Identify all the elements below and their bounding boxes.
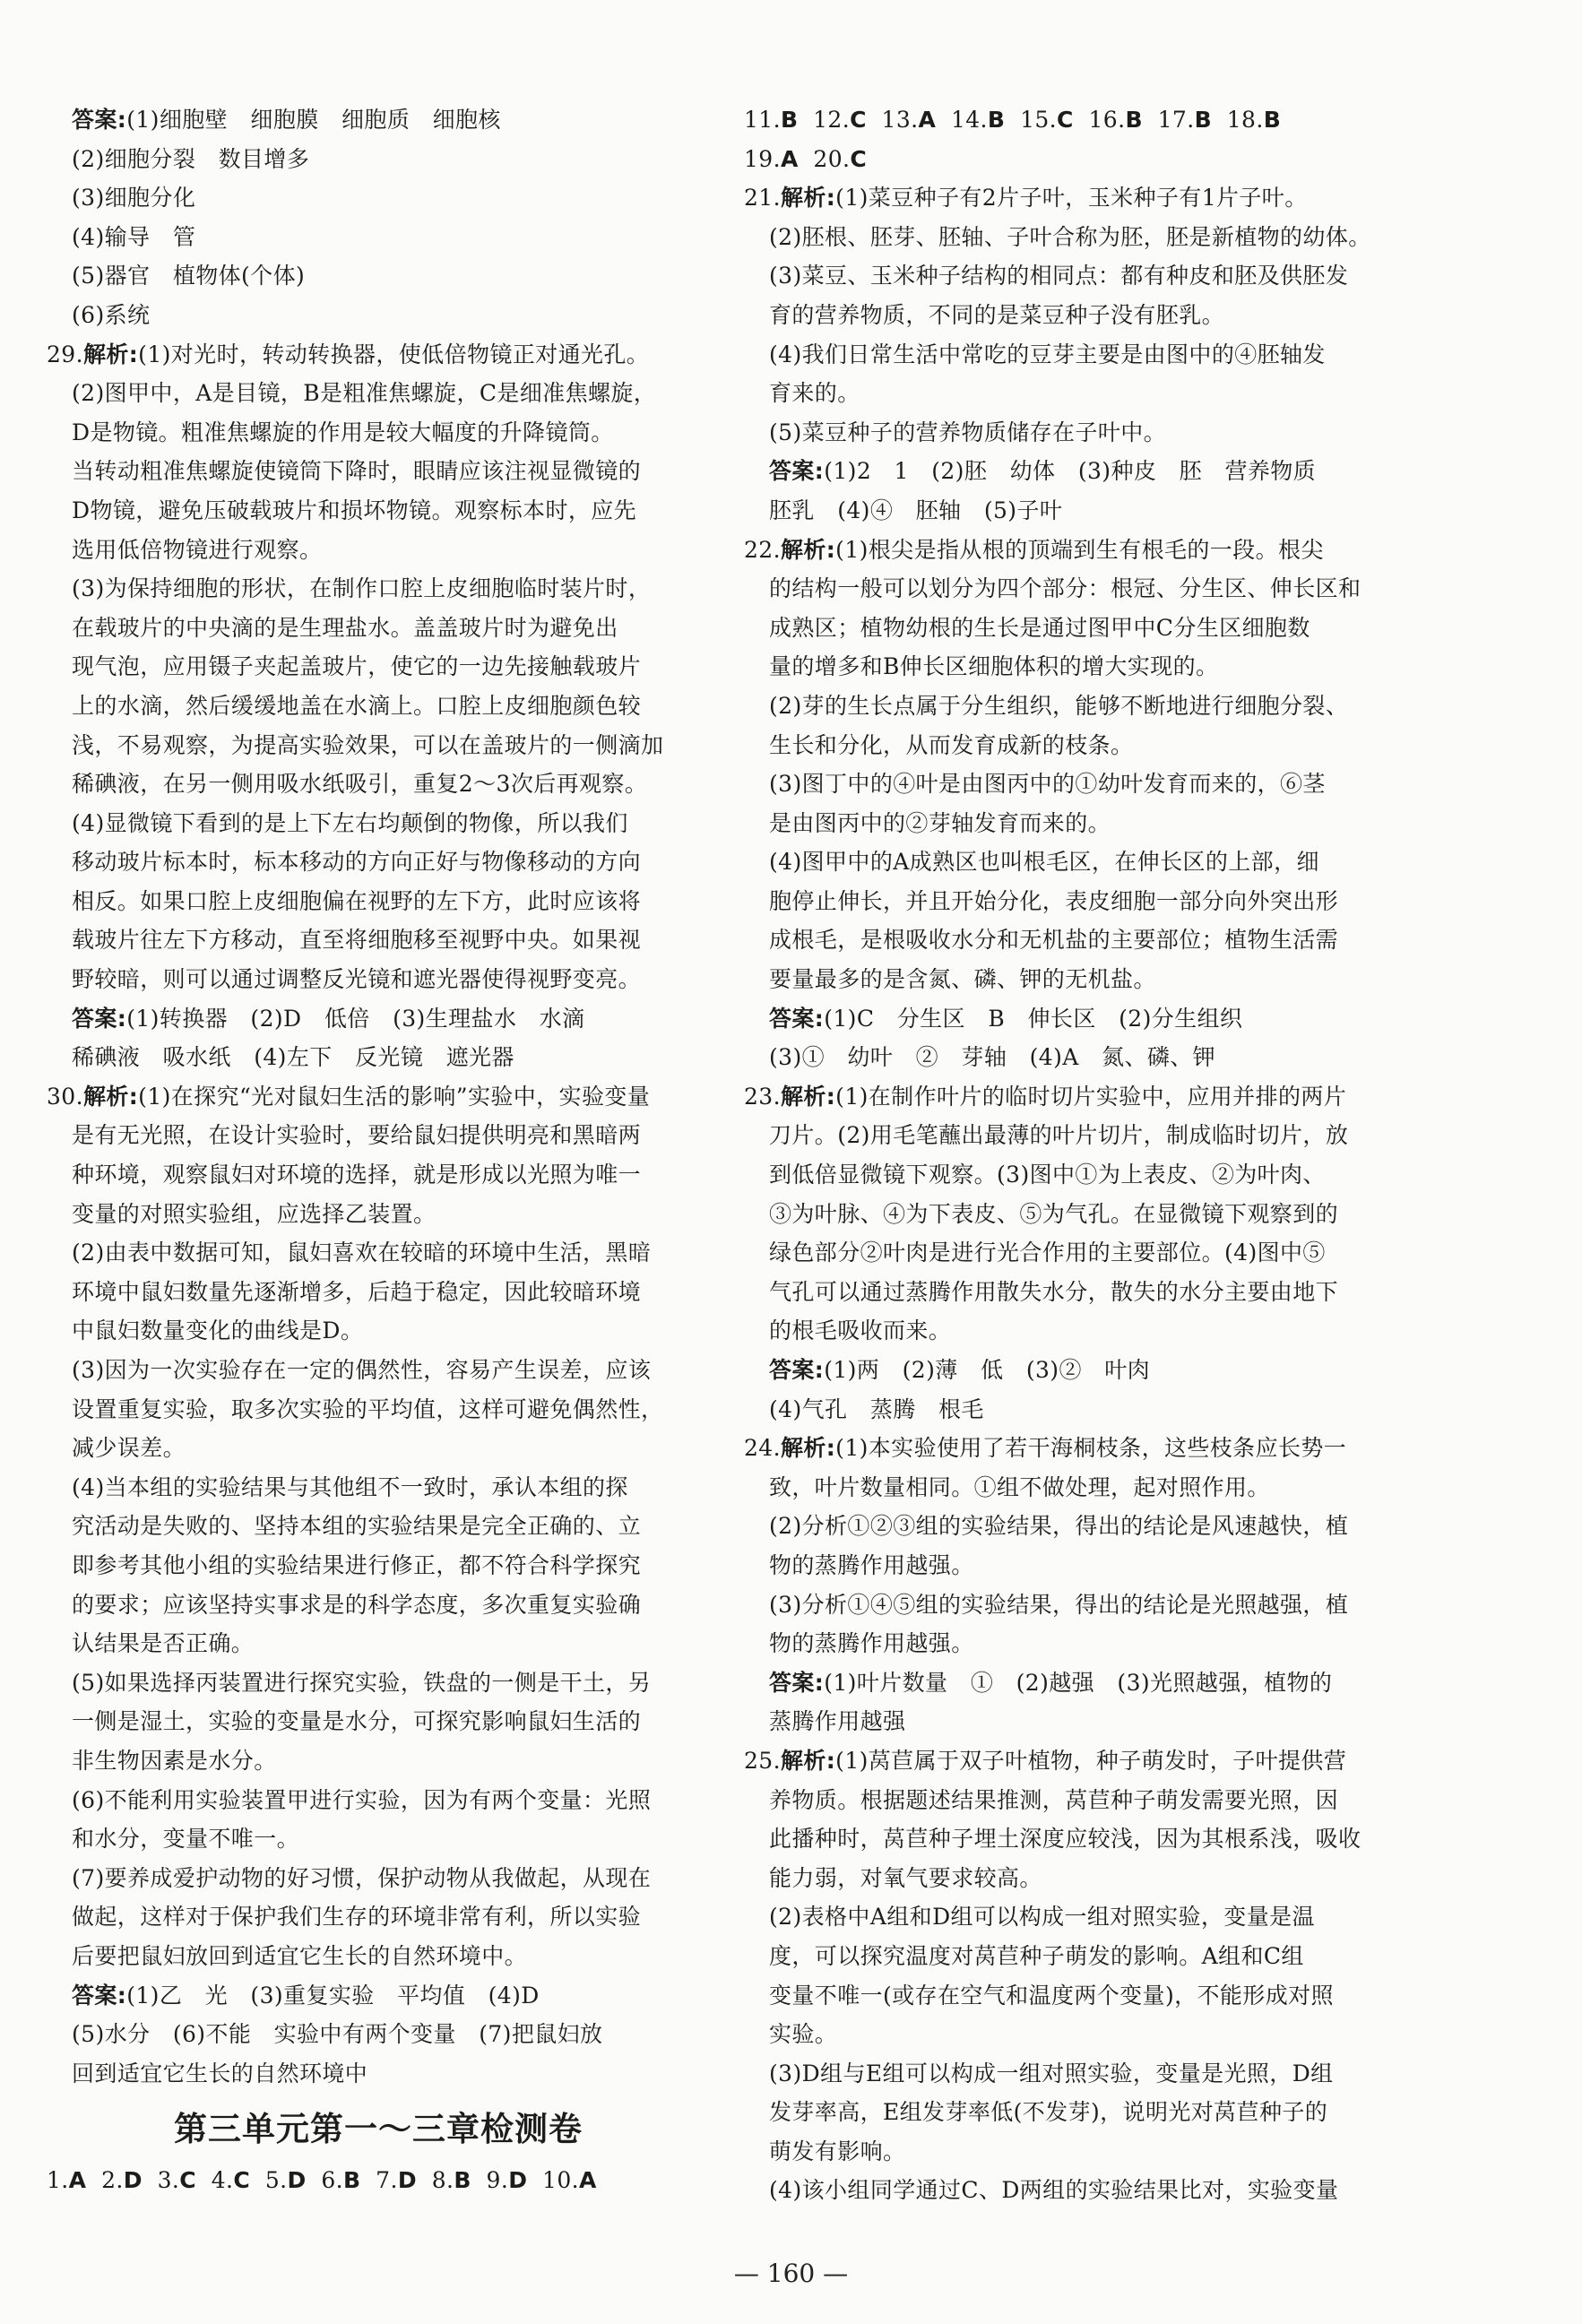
bold-label: A <box>918 107 937 133</box>
text-line <box>47 1976 710 2016</box>
text-run: (4)图甲中的A成熟区也叫根毛区，在伸长区的上部，细 <box>769 849 1319 876</box>
text-run: 非生物因素是水分。 <box>72 1747 277 1774</box>
text-run: (7)要养成爱护动物的好习惯，保护动物从我做起，从现在 <box>72 1864 652 1891</box>
bold-label: C <box>850 145 868 172</box>
text-run: (6)系统 <box>72 301 151 328</box>
text-run: (3)① 幼叶 ② 芽轴 (4)A 氮、磷、钾 <box>769 1044 1216 1071</box>
bold-label: B <box>343 2167 361 2194</box>
text-line <box>744 1273 1425 1312</box>
text-line <box>744 1038 1425 1077</box>
text-run: 萌发有影响。 <box>769 2138 906 2164</box>
text-line <box>47 1702 710 1741</box>
text-line <box>744 647 1425 687</box>
bold-label: B <box>987 107 1006 133</box>
text-run: 胞停止伸长，并且开始分化，表皮细胞一部分向外突出形 <box>769 887 1339 914</box>
text-line <box>47 1077 710 1117</box>
text-run: (1)对光时，转动转换器，使低倍物镜正对通光孔。 <box>138 341 650 367</box>
text-line <box>47 1273 710 1312</box>
bold-label: B <box>1263 107 1282 133</box>
text-line <box>47 178 710 218</box>
text-line <box>47 920 710 960</box>
text-line <box>47 335 710 375</box>
text-run: (5)水分 (6)不能 实验中有两个变量 (7)把鼠妇放 <box>72 2021 603 2048</box>
text-run: (3)菜豆、玉米种子结构的相同点：都有种皮和胚及供胚发 <box>769 263 1349 289</box>
text-line <box>47 1429 710 1468</box>
text-run: (3)图丁中的④叶是由图丙中的①幼叶发育而来的，⑥茎 <box>769 771 1326 798</box>
text-run: 育来的。 <box>769 380 860 407</box>
text-run: (4)输导 管 <box>72 223 196 250</box>
text-run: (1)在探究“光对鼠妇生活的影响”实验中，实验变量 <box>138 1083 651 1110</box>
text-line <box>744 1819 1425 1859</box>
text-run: 气孔可以通过蒸腾作用散失水分，散失的水分主要由地下 <box>769 1278 1339 1305</box>
text-run: 移动玻片标本时，标本移动的方向正好与物像移动的方向 <box>72 849 642 876</box>
text-run: 相反。如果口腔上皮细胞偏在视野的左下方，此时应该将 <box>72 887 642 914</box>
text-run: 一侧是湿土，实验的变量是水分，可探究影响鼠妇生活的 <box>72 1708 642 1735</box>
text-line <box>744 1781 1425 1820</box>
text-line <box>744 452 1425 491</box>
text-run: (1)根尖是指从根的顶端到生有根毛的一段。根尖 <box>835 536 1324 563</box>
text-line <box>744 1624 1425 1663</box>
text-line <box>744 178 1425 218</box>
bold-label: 解析: <box>82 1083 139 1110</box>
text-line <box>47 726 710 765</box>
text-run: (3)分析①④⑤组的实验结果，得出的结论是光照越强，植 <box>769 1591 1349 1618</box>
text-line <box>47 296 710 335</box>
text-run: (5)如果选择丙装置进行探究实验，铁盘的一侧是干土，另 <box>72 1669 652 1696</box>
text-run: 生长和分化，从而发育成新的枝条。 <box>769 731 1134 758</box>
text-run: 6. <box>306 2167 344 2194</box>
text-run: (2)分析①②③组的实验结果，得出的结论是风速越快，植 <box>769 1513 1349 1540</box>
text-run: (5)菜豆种子的营养物质储存在子叶中。 <box>769 419 1167 445</box>
text-line <box>47 1116 710 1155</box>
text-run: 此播种时，莴苣种子埋土深度应较浅，因为其根系浅，吸收 <box>769 1826 1362 1853</box>
text-line <box>744 2171 1425 2210</box>
text-line <box>744 1155 1425 1195</box>
text-line <box>47 1195 710 1234</box>
text-run: 18. <box>1212 107 1264 133</box>
bold-label: 答案: <box>769 1005 825 1032</box>
bold-label: A <box>68 2167 87 2194</box>
text-line <box>744 1585 1425 1625</box>
text-run: 7. <box>360 2167 398 2194</box>
text-run: (1)细胞壁 细胞膜 细胞质 细胞核 <box>126 107 501 133</box>
text-line <box>744 882 1425 921</box>
text-run: 第三单元第一～三章检测卷 <box>174 2110 583 2149</box>
text-run: 量的增多和B伸长区细胞体积的增大实现的。 <box>769 653 1219 680</box>
text-line <box>744 491 1425 531</box>
text-run: 刀片。(2)用毛笔蘸出最薄的叶片切片，制成临时切片，放 <box>769 1122 1349 1149</box>
text-line <box>47 765 710 804</box>
text-run: 稀碘液，在另一侧用吸水纸吸引，重复2～3次后再观察。 <box>72 771 648 798</box>
text-line <box>744 842 1425 882</box>
text-run: 环境中鼠妇数量先逐渐增多，后趋于稳定，因此较暗环境 <box>72 1278 642 1305</box>
bold-label: C <box>179 2167 197 2194</box>
text-run: 致，叶片数量相同。①组不做处理，起对照作用。 <box>769 1473 1270 1500</box>
text-line <box>744 335 1425 375</box>
text-run: (1)菜豆种子有2片子叶，玉米种子有1片子叶。 <box>835 185 1308 212</box>
text-run: (5)器官 植物体(个体) <box>72 263 306 289</box>
text-line <box>47 1585 710 1625</box>
text-line <box>744 1937 1425 1976</box>
text-line <box>47 1897 710 1937</box>
text-run: 变量的对照实验组，应选择乙装置。 <box>72 1200 437 1227</box>
text-line <box>47 256 710 296</box>
text-run: 做起，这样对于保护我们生存的环境非常有利，所以实验 <box>72 1904 642 1931</box>
bold-label: A <box>780 145 799 172</box>
text-run: 物的蒸腾作用越强。 <box>769 1551 974 1578</box>
text-line <box>47 1781 710 1820</box>
bold-label: 解析: <box>780 536 836 563</box>
text-line <box>744 765 1425 804</box>
text-line <box>744 1702 1425 1741</box>
text-run: 24. <box>744 1435 781 1462</box>
text-line <box>47 647 710 687</box>
bold-label: A <box>579 2167 597 2194</box>
bold-label: C <box>1057 107 1074 133</box>
text-run: 1. <box>47 2167 69 2194</box>
text-line <box>744 1351 1425 1390</box>
text-line <box>47 569 710 609</box>
text-run: 度，可以探究温度对莴苣种子萌发的影响。A组和C组 <box>769 1942 1304 1969</box>
text-run: 的结构一般可以划分为四个部分：根冠、分生区、伸长区和 <box>769 575 1362 602</box>
text-run: 载玻片往左下方移动，直至将细胞移至视野中央。如果视 <box>72 927 642 954</box>
text-run: 发芽率高，E组发芽率低(不发芽)，说明光对莴苣种子的 <box>769 2099 1328 2126</box>
text-run: 的要求；应该坚持实事求是的科学态度，多次重复实验确 <box>72 1591 642 1618</box>
text-line <box>744 1390 1425 1430</box>
text-run: 成根毛，是根吸收水分和无机盐的主要部位；植物生活需 <box>769 927 1339 954</box>
text-run: (4)气孔 蒸腾 根毛 <box>769 1395 984 1422</box>
bold-label: D <box>508 2167 528 2194</box>
text-run: 4. <box>196 2167 234 2194</box>
text-run: 即参考其他小组的实验结果进行修正，都不符合科学探究 <box>72 1551 642 1578</box>
text-line <box>744 920 1425 960</box>
text-line <box>744 531 1425 570</box>
text-run: (6)不能利用实验装置甲进行实验，因为有两个变量：光照 <box>72 1786 652 1813</box>
text-run: 15. <box>1005 107 1058 133</box>
left-column <box>47 100 710 2200</box>
text-line <box>744 1195 1425 1234</box>
text-line <box>744 413 1425 453</box>
bold-label: D <box>123 2167 143 2194</box>
text-run: 当转动粗准焦螺旋使镜筒下降时，眼睛应该注视显微镜的 <box>72 458 642 485</box>
text-line <box>744 1116 1425 1155</box>
text-run: 30. <box>47 1083 83 1110</box>
text-run: 现气泡，应用镊子夹起盖玻片，使它的一边先接触载玻片 <box>72 653 642 680</box>
text-run: 8. <box>417 2167 454 2194</box>
text-line <box>47 100 710 140</box>
text-run: 胚乳 (4)④ 胚轴 (5)子叶 <box>769 497 1063 523</box>
text-run: 10. <box>527 2167 579 2194</box>
text-run: 究活动是失败的、坚持本组的实验结果是完全正确的、立 <box>72 1513 642 1540</box>
text-line <box>47 2015 710 2054</box>
text-run: 育的营养物质，不同的是菜豆种子没有胚乳。 <box>769 301 1225 328</box>
text-line <box>744 296 1425 335</box>
text-line <box>744 1663 1425 1703</box>
text-run: (4)当本组的实验结果与其他组不一致时，承认本组的探 <box>72 1473 628 1500</box>
text-run: (4)显微镜下看到的是上下左右均颠倒的物像，所以我们 <box>72 809 628 836</box>
text-run: 中鼠妇数量变化的曲线是D。 <box>72 1318 364 1344</box>
bold-label: 答案: <box>72 1005 127 1032</box>
page-number: — 160 — <box>733 2259 849 2288</box>
text-line <box>744 726 1425 765</box>
text-run: (2)图甲中，A是目镜，B是粗准焦螺旋，C是细准焦螺旋， <box>72 380 657 407</box>
text-line <box>47 140 710 179</box>
text-line <box>744 960 1425 999</box>
bold-label: C <box>233 2167 251 2194</box>
right-column <box>744 100 1425 2210</box>
text-line <box>47 1741 710 1781</box>
text-run: (1)在制作叶片的临时切片实验中，应用并排的两片 <box>835 1083 1347 1110</box>
text-run: (1)叶片数量 ① (2)越强 (3)光照越强，植物的 <box>824 1669 1333 1696</box>
text-line <box>47 1546 710 1585</box>
text-line <box>744 1859 1425 1898</box>
text-line <box>47 531 710 570</box>
text-run: (4)我们日常生活中常吃的豆芽主要是由图中的④胚轴发 <box>769 341 1326 367</box>
bold-label: B <box>454 2167 471 2194</box>
text-line <box>744 1311 1425 1351</box>
text-run: 到低倍显微镜下观察。(3)图中①为上表皮、②为叶肉、 <box>769 1162 1326 1188</box>
bold-label: C <box>850 107 867 133</box>
text-line <box>744 2132 1425 2172</box>
text-run: (1)莴苣属于双子叶植物，种子萌发时，子叶提供营 <box>835 1747 1347 1774</box>
text-run: D物镜，避免压破载玻片和损坏物镜。观察标本时，应先 <box>72 497 637 523</box>
text-run: 22. <box>744 536 781 563</box>
text-line <box>47 960 710 999</box>
text-run: 稀碘液 吸水纸 (4)左下 反光镜 遮光器 <box>72 1044 514 1071</box>
text-line <box>47 842 710 882</box>
text-run: (1)两 (2)薄 低 (3)② 叶肉 <box>824 1357 1151 1383</box>
text-line <box>744 569 1425 609</box>
text-line <box>47 218 710 257</box>
bold-label: 答案: <box>72 107 127 133</box>
text-run: (1)本实验使用了若干海桐枝条，这些枝条应长势一 <box>835 1435 1347 1462</box>
text-line <box>744 999 1425 1039</box>
bold-label: B <box>1194 107 1213 133</box>
text-run: 要量最多的是含氮、磷、钾的无机盐。 <box>769 966 1156 993</box>
text-run: 17. <box>1142 107 1195 133</box>
text-run: 2. <box>86 2167 124 2194</box>
text-line <box>744 1429 1425 1468</box>
text-run: 5. <box>250 2167 288 2194</box>
text-run: 23. <box>744 1083 781 1110</box>
text-run: (2)细胞分裂 数目增多 <box>72 145 310 172</box>
text-run: (3)D组与E组可以构成一组对照实验，变量是光照，D组 <box>769 2060 1334 2086</box>
text-run: 11. <box>744 107 781 133</box>
text-run: 物的蒸腾作用越强。 <box>769 1630 974 1657</box>
text-run: 20. <box>798 145 851 172</box>
text-run: 实验。 <box>769 2021 838 2048</box>
text-line <box>47 1624 710 1663</box>
text-run: 12. <box>798 107 851 133</box>
text-line <box>47 413 710 453</box>
text-line <box>47 882 710 921</box>
bold-label: 解析: <box>780 185 836 212</box>
bold-label: B <box>1125 107 1143 133</box>
bold-label: 答案: <box>769 1669 825 1696</box>
text-run: (4)该小组同学通过C、D两组的实验结果比对，实验变量 <box>769 2177 1339 2204</box>
section-title <box>47 2098 710 2161</box>
text-run: 蒸腾作用越强 <box>769 1708 906 1735</box>
text-run: 25. <box>744 1747 781 1774</box>
text-line <box>744 2054 1425 2094</box>
text-line <box>47 1663 710 1703</box>
text-line <box>744 1233 1425 1273</box>
text-run: 是有无光照，在设计实验时，要给鼠妇提供明亮和黑暗两 <box>72 1122 642 1149</box>
text-line <box>744 1897 1425 1937</box>
text-run: (1)乙 光 (3)重复实验 平均值 (4)D <box>126 1982 540 2009</box>
text-line <box>47 804 710 843</box>
bold-label: 解析: <box>780 1435 836 1462</box>
text-run: (1)转换器 (2)D 低倍 (3)生理盐水 水滴 <box>126 1005 585 1032</box>
text-run: 认结果是否正确。 <box>72 1630 255 1657</box>
text-run: 种环境，观察鼠妇对环境的选择，就是形成以光照为唯一 <box>72 1162 642 1188</box>
text-run: ③为叶脉、④为下表皮、⑤为气孔。在显微镜下观察到的 <box>769 1200 1339 1227</box>
text-line <box>47 687 710 726</box>
text-run: (2)胚根、胚芽、胚轴、子叶合称为胚，胚是新植物的幼体。 <box>769 223 1371 250</box>
bold-label: D <box>397 2167 417 2194</box>
text-run: 在载玻片的中央滴的是生理盐水。盖盖玻片时为避免出 <box>72 614 618 641</box>
text-line <box>744 2093 1425 2132</box>
text-line <box>744 100 1425 140</box>
text-run: 变量不唯一(或存在空气和温度两个变量)，不能形成对照 <box>769 1982 1334 2009</box>
text-run: (1)C 分生区 B 伸长区 (2)分生组织 <box>824 1005 1243 1032</box>
text-line <box>47 1937 710 1976</box>
text-run: (3)为保持细胞的形状，在制作口腔上皮细胞临时装片时， <box>72 575 652 602</box>
text-run: 后要把鼠妇放回到适宜它生长的自然环境中。 <box>72 1942 528 1969</box>
bold-label: 答案: <box>769 458 825 485</box>
text-run: 13. <box>866 107 919 133</box>
text-run: 绿色部分②叶肉是进行光合作用的主要部位。(4)图中⑤ <box>769 1240 1326 1266</box>
text-run: 的根毛吸收而来。 <box>769 1318 952 1344</box>
bold-label: 解析: <box>780 1747 836 1774</box>
text-line <box>744 804 1425 843</box>
text-line <box>47 1468 710 1508</box>
text-line <box>47 452 710 491</box>
bold-label: B <box>780 107 799 133</box>
text-run: (3)细胞分化 <box>72 185 196 212</box>
text-line <box>47 1233 710 1273</box>
text-run: 成熟区；植物幼根的生长是通过图甲中C分生区细胞数 <box>769 614 1310 641</box>
text-run: 29. <box>47 341 83 367</box>
text-run: (1)2 1 (2)胚 幼体 (3)种皮 胚 营养物质 <box>824 458 1317 485</box>
text-line <box>744 1546 1425 1585</box>
text-line <box>744 374 1425 413</box>
bold-label: 解析: <box>82 341 139 367</box>
text-line <box>47 1351 710 1390</box>
text-line <box>47 1859 710 1898</box>
text-run: (3)因为一次实验存在一定的偶然性，容易产生误差，应该 <box>72 1357 652 1383</box>
text-line <box>744 2015 1425 2054</box>
text-run: 养物质。根据题述结果推测，莴苣种子萌发需要光照，因 <box>769 1786 1339 1813</box>
text-run: 9. <box>471 2167 509 2194</box>
text-run: 21. <box>744 185 781 212</box>
text-run: 回到适宜它生长的自然环境中 <box>72 2060 368 2086</box>
text-line <box>744 140 1425 179</box>
text-line <box>47 1507 710 1546</box>
text-line <box>47 609 710 648</box>
text-line <box>47 2161 710 2200</box>
text-run: 和水分，变量不唯一。 <box>72 1826 300 1853</box>
text-run: 19. <box>744 145 781 172</box>
text-line <box>744 1976 1425 2016</box>
text-line <box>47 2054 710 2094</box>
text-line <box>744 256 1425 296</box>
text-line <box>744 687 1425 726</box>
text-line <box>744 1468 1425 1508</box>
text-run: (2)由表中数据可知，鼠妇喜欢在较暗的环境中生活，黑暗 <box>72 1240 652 1266</box>
bold-label: 答案: <box>769 1357 825 1383</box>
text-run: D是物镜。粗准焦螺旋的作用是较大幅度的升降镜筒。 <box>72 419 614 445</box>
text-line <box>47 999 710 1039</box>
text-run: 设置重复实验，取多次实验的平均值，这样可避免偶然性， <box>72 1395 664 1422</box>
text-run: 能力弱，对氧气要求较高。 <box>769 1864 1042 1891</box>
text-line <box>47 1311 710 1351</box>
text-line <box>744 218 1425 257</box>
text-line <box>744 1741 1425 1781</box>
text-line <box>744 1507 1425 1546</box>
text-run: (2)表格中A组和D组可以构成一组对照实验，变量是温 <box>769 1904 1315 1931</box>
text-run: 选用低倍物镜进行观察。 <box>72 536 323 563</box>
text-line <box>47 1390 710 1430</box>
text-run: 减少误差。 <box>72 1435 186 1462</box>
text-run: (2)芽的生长点属于分生组织，能够不断地进行细胞分裂、 <box>769 692 1349 719</box>
text-run: 3. <box>142 2167 180 2194</box>
text-line <box>47 491 710 531</box>
text-line <box>744 1077 1425 1117</box>
text-run: 浅，不易观察，为提高实验效果，可以在盖玻片的一侧滴加 <box>72 731 664 758</box>
text-run: 上的水滴，然后缓缓地盖在水滴上。口腔上皮细胞颜色较 <box>72 692 642 719</box>
text-run: 野较暗，则可以通过调整反光镜和遮光器使得视野变亮。 <box>72 966 642 993</box>
text-run: 14. <box>936 107 988 133</box>
text-line <box>47 1819 710 1859</box>
text-line <box>744 609 1425 648</box>
text-line <box>47 1155 710 1195</box>
text-line <box>47 374 710 413</box>
text-run: 16. <box>1073 107 1126 133</box>
text-run: 是由图丙中的②芽轴发育而来的。 <box>769 809 1111 836</box>
text-line <box>47 1038 710 1077</box>
bold-label: 解析: <box>780 1083 836 1110</box>
bold-label: 答案: <box>72 1982 127 2009</box>
bold-label: D <box>287 2167 307 2194</box>
